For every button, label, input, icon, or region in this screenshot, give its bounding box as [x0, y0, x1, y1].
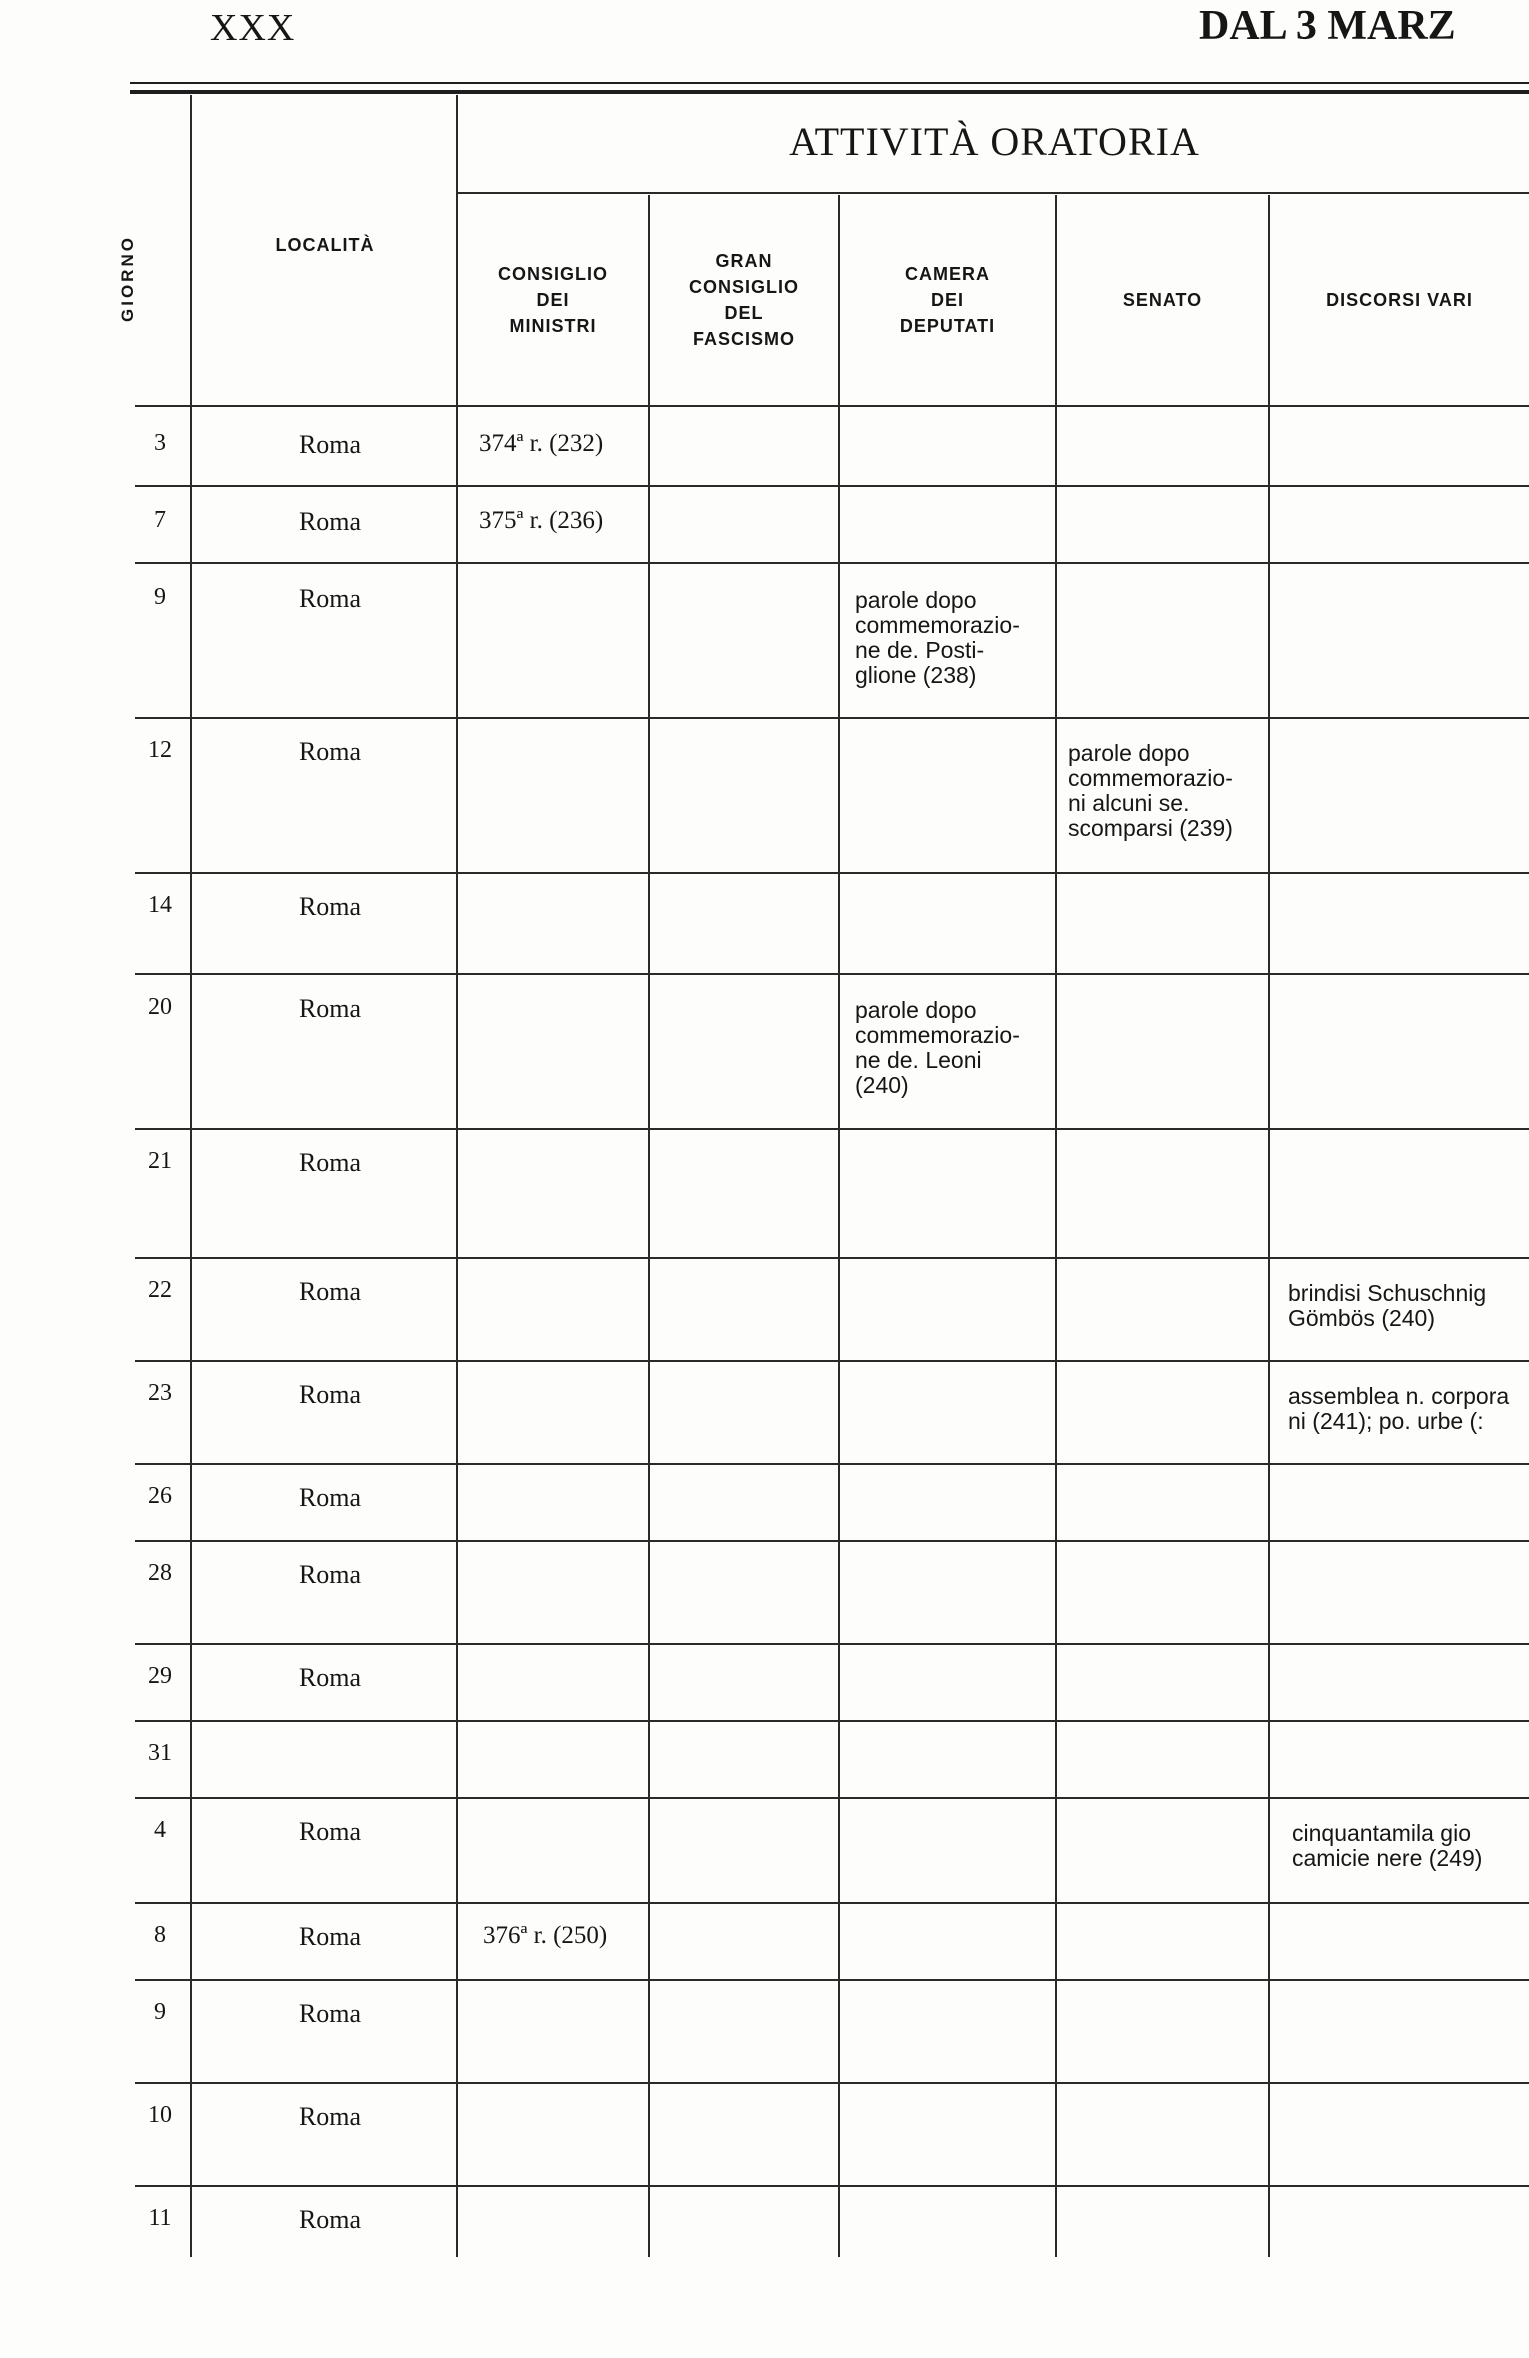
column-header-gran-consiglio: GRAN CONSIGLIO DEL FASCISMO: [688, 251, 799, 349]
row-rule: [135, 1128, 1529, 1130]
row-rule: [135, 1643, 1529, 1645]
row-rule: [135, 872, 1529, 874]
day-cell: 12: [148, 737, 172, 763]
row-rule: [135, 1720, 1529, 1722]
discorsi-cell: brindisi Schuschnig Gömbös (240): [1288, 1281, 1487, 1331]
location-cell: Roma: [298, 1663, 362, 1692]
location-cell: Roma: [298, 1817, 362, 1846]
consiglio-ministri-cell: 375ª r. (236): [479, 507, 604, 534]
day-cell: 20: [148, 994, 172, 1020]
day-cell: 9: [154, 584, 166, 610]
location-cell: Roma: [298, 1148, 362, 1177]
location-cell: Roma: [298, 1277, 362, 1306]
row-rule: [135, 1540, 1529, 1542]
day-cell: 22: [148, 1277, 172, 1303]
table-divider: [648, 195, 650, 2257]
row-rule: [135, 485, 1529, 487]
column-header-consiglio-ministri: CONSIGLIO DEI MINISTRI: [497, 264, 608, 336]
row-rule: [135, 1360, 1529, 1362]
day-cell: 14: [148, 892, 172, 918]
camera-cell: parole dopo commemorazio- ne de. Posti- glione (238): [855, 588, 1020, 688]
day-cell: 11: [148, 2205, 172, 2231]
column-header-giorno: GIORNO: [118, 235, 137, 322]
discorsi-cell: cinquantamila gio camicie nere (249): [1292, 1821, 1483, 1871]
row-rule: [135, 1902, 1529, 1904]
location-cell: Roma: [298, 2102, 362, 2131]
day-cell: 21: [148, 1148, 172, 1174]
location-cell: Roma: [298, 737, 362, 766]
camera-cell: parole dopo commemorazio- ne de. Leoni (240): [855, 998, 1020, 1098]
location-cell: Roma: [298, 507, 362, 536]
row-rule: [135, 1797, 1529, 1799]
row-rule: [135, 1979, 1529, 1981]
row-rule: [135, 1463, 1529, 1465]
discorsi-cell: assemblea n. corpora ni (241); po. urbe (:: [1288, 1384, 1510, 1434]
day-cell: 10: [148, 2102, 172, 2128]
location-cell: Roma: [298, 430, 362, 459]
location-cell: Roma: [298, 1999, 362, 2028]
table-divider: [1268, 195, 1270, 2257]
location-cell: Roma: [298, 994, 362, 1023]
day-cell: 23: [148, 1380, 172, 1406]
consiglio-ministri-cell: 374ª r. (232): [479, 430, 604, 457]
column-header-camera: CAMERA DEI DEPUTATI: [899, 264, 996, 336]
senato-cell: parole dopo commemorazio- ni alcuni se. scomparsi (239): [1068, 741, 1233, 841]
row-rule: [135, 562, 1529, 564]
day-cell: 26: [148, 1483, 172, 1509]
day-cell: 9: [154, 1999, 166, 2025]
page-number: XXX: [210, 7, 296, 49]
day-cell: 3: [154, 430, 166, 456]
row-rule: [135, 2185, 1529, 2187]
day-cell: 31: [148, 1740, 172, 1766]
day-cell: 29: [148, 1663, 172, 1689]
running-head: DAL 3 MARZ: [1199, 3, 1456, 49]
row-rule: [135, 973, 1529, 975]
location-cell: Roma: [298, 892, 362, 921]
location-cell: Roma: [298, 1922, 362, 1951]
day-cell: 4: [154, 1817, 166, 1843]
row-rule: [135, 1257, 1529, 1259]
row-rule: [135, 2082, 1529, 2084]
table-divider: [838, 195, 840, 2257]
location-cell: Roma: [298, 1380, 362, 1409]
location-cell: Roma: [298, 1560, 362, 1589]
day-cell: 8: [154, 1922, 166, 1948]
span-header-rule: [456, 192, 1529, 194]
table-divider: [1055, 195, 1057, 2257]
column-header-senato: SENATO: [1122, 290, 1203, 310]
header-rule-thick: [130, 90, 1529, 94]
column-header-discorsi: DISCORSI VARI: [1326, 290, 1473, 310]
row-rule: [135, 717, 1529, 719]
column-header-rule: [135, 405, 1529, 407]
location-cell: Roma: [298, 1483, 362, 1512]
location-cell: Roma: [298, 2205, 362, 2234]
header-rule-thin: [130, 82, 1529, 84]
column-header-localita: LOCALITÀ: [275, 235, 375, 255]
span-header-attivita-oratoria: ATTIVITÀ ORATORIA: [789, 119, 1200, 164]
day-cell: 28: [148, 1560, 172, 1586]
location-cell: Roma: [298, 584, 362, 613]
day-cell: 7: [154, 507, 166, 533]
consiglio-ministri-cell: 376ª r. (250): [483, 1922, 608, 1949]
